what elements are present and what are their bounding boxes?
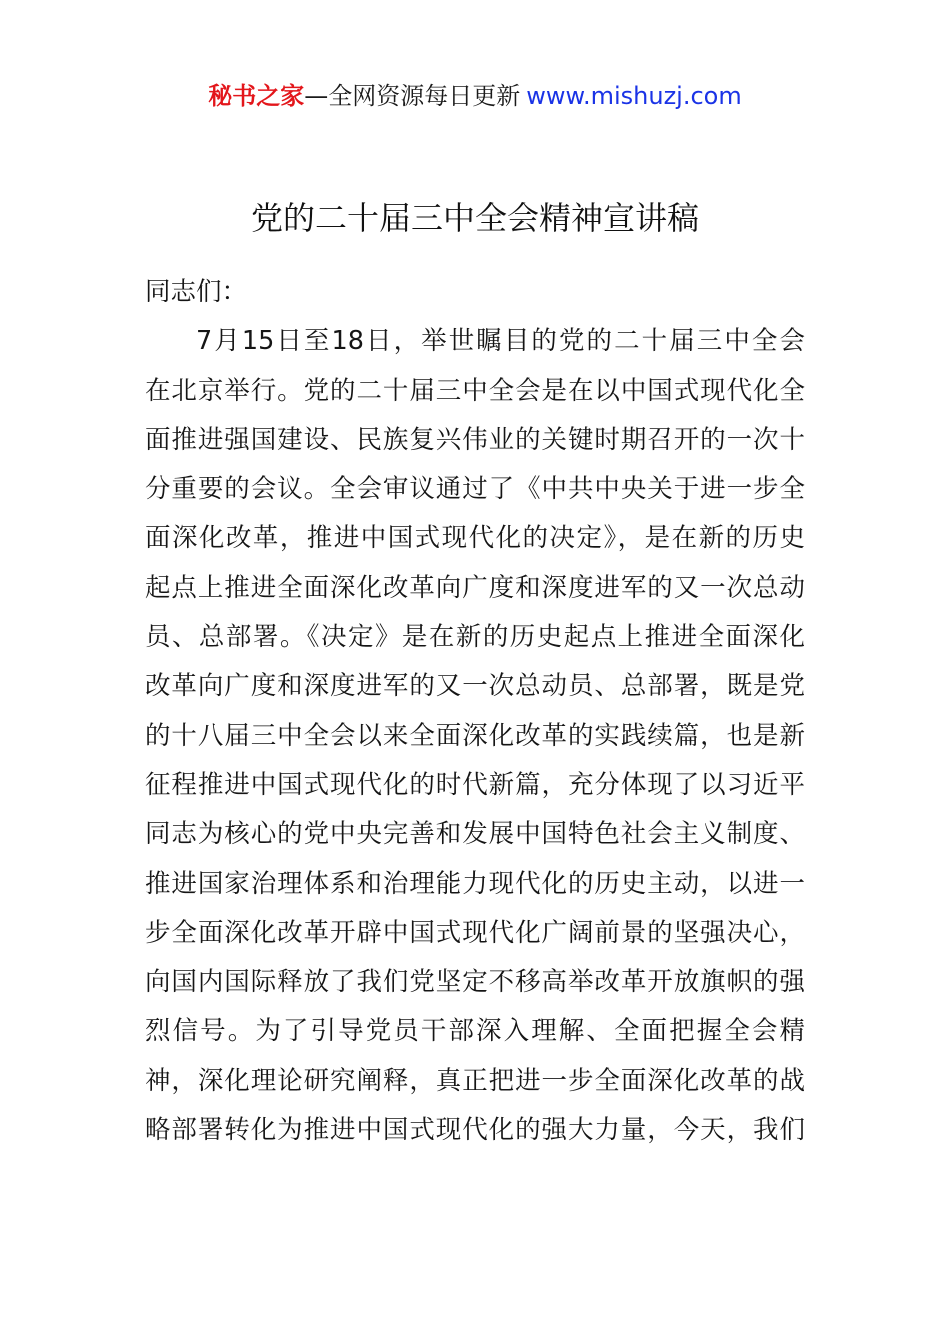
paragraph-line: 略部署转化为推进中国式现代化的强大力量，今天，我们 [145, 1115, 805, 1146]
document-body [145, 268, 805, 1155]
paragraph-line: 在北京举行。党的二十届三中全会是在以中国式现代化全 [145, 375, 805, 406]
paragraph-line: 同志为核心的党中央完善和发展中国特色社会主义制度、 [145, 819, 805, 850]
paragraph [145, 317, 805, 1155]
document-title: 党的二十届三中全会精神宣讲稿 [250, 199, 699, 237]
paragraph-line: 神，深化理论研究阐释，真正把进一步全面深化改革的战 [145, 1065, 805, 1096]
paragraph-line: 员、总部署。《决定》是在新的历史起点上推进全面深化 [145, 622, 805, 653]
paragraph-line: 改革向广度和深度进军的又一次总动员、总部署，既是党 [145, 671, 805, 702]
salutation: 同志们： [145, 277, 248, 307]
site-link[interactable]: www.mishuzj.com [526, 82, 742, 110]
paragraph-line: 的十八届三中全会以来全面深化改革的实践续篇，也是新 [145, 720, 805, 751]
brand-name: 秘书之家 [208, 82, 305, 110]
paragraph-line: 面深化改革，推进中国式现代化的决定》，是在新的历史 [145, 523, 805, 554]
header-tagline: —全网资源每日更新 [304, 82, 521, 110]
paragraph-line: 面推进强国建设、民族复兴伟业的关键时期召开的一次十 [145, 424, 805, 455]
paragraph-line: 征程推进中国式现代化的时代新篇，充分体现了以习近平 [145, 769, 805, 800]
paragraph-line: 烈信号。为了引导党员干部深入理解、全面把握全会精 [145, 1016, 805, 1047]
paragraph-line: 起点上推进全面深化改革向广度和深度进军的又一次总动 [145, 572, 805, 603]
paragraph-line: 步全面深化改革开辟中国式现代化广阔前景的坚强决心， [145, 917, 805, 948]
paragraph-line: 向国内国际释放了我们党坚定不移高举改革开放旗帜的强 [145, 967, 805, 998]
paragraph-line: 推进国家治理体系和治理能力现代化的历史主动，以进一 [145, 868, 805, 899]
paragraph-line: 7月15日至18日，举世瞩目的党的二十届三中全会 [196, 326, 805, 357]
site-header [0, 80, 950, 112]
paragraph-line: 分重要的会议。全会审议通过了《中共中央关于进一步全 [145, 474, 805, 505]
